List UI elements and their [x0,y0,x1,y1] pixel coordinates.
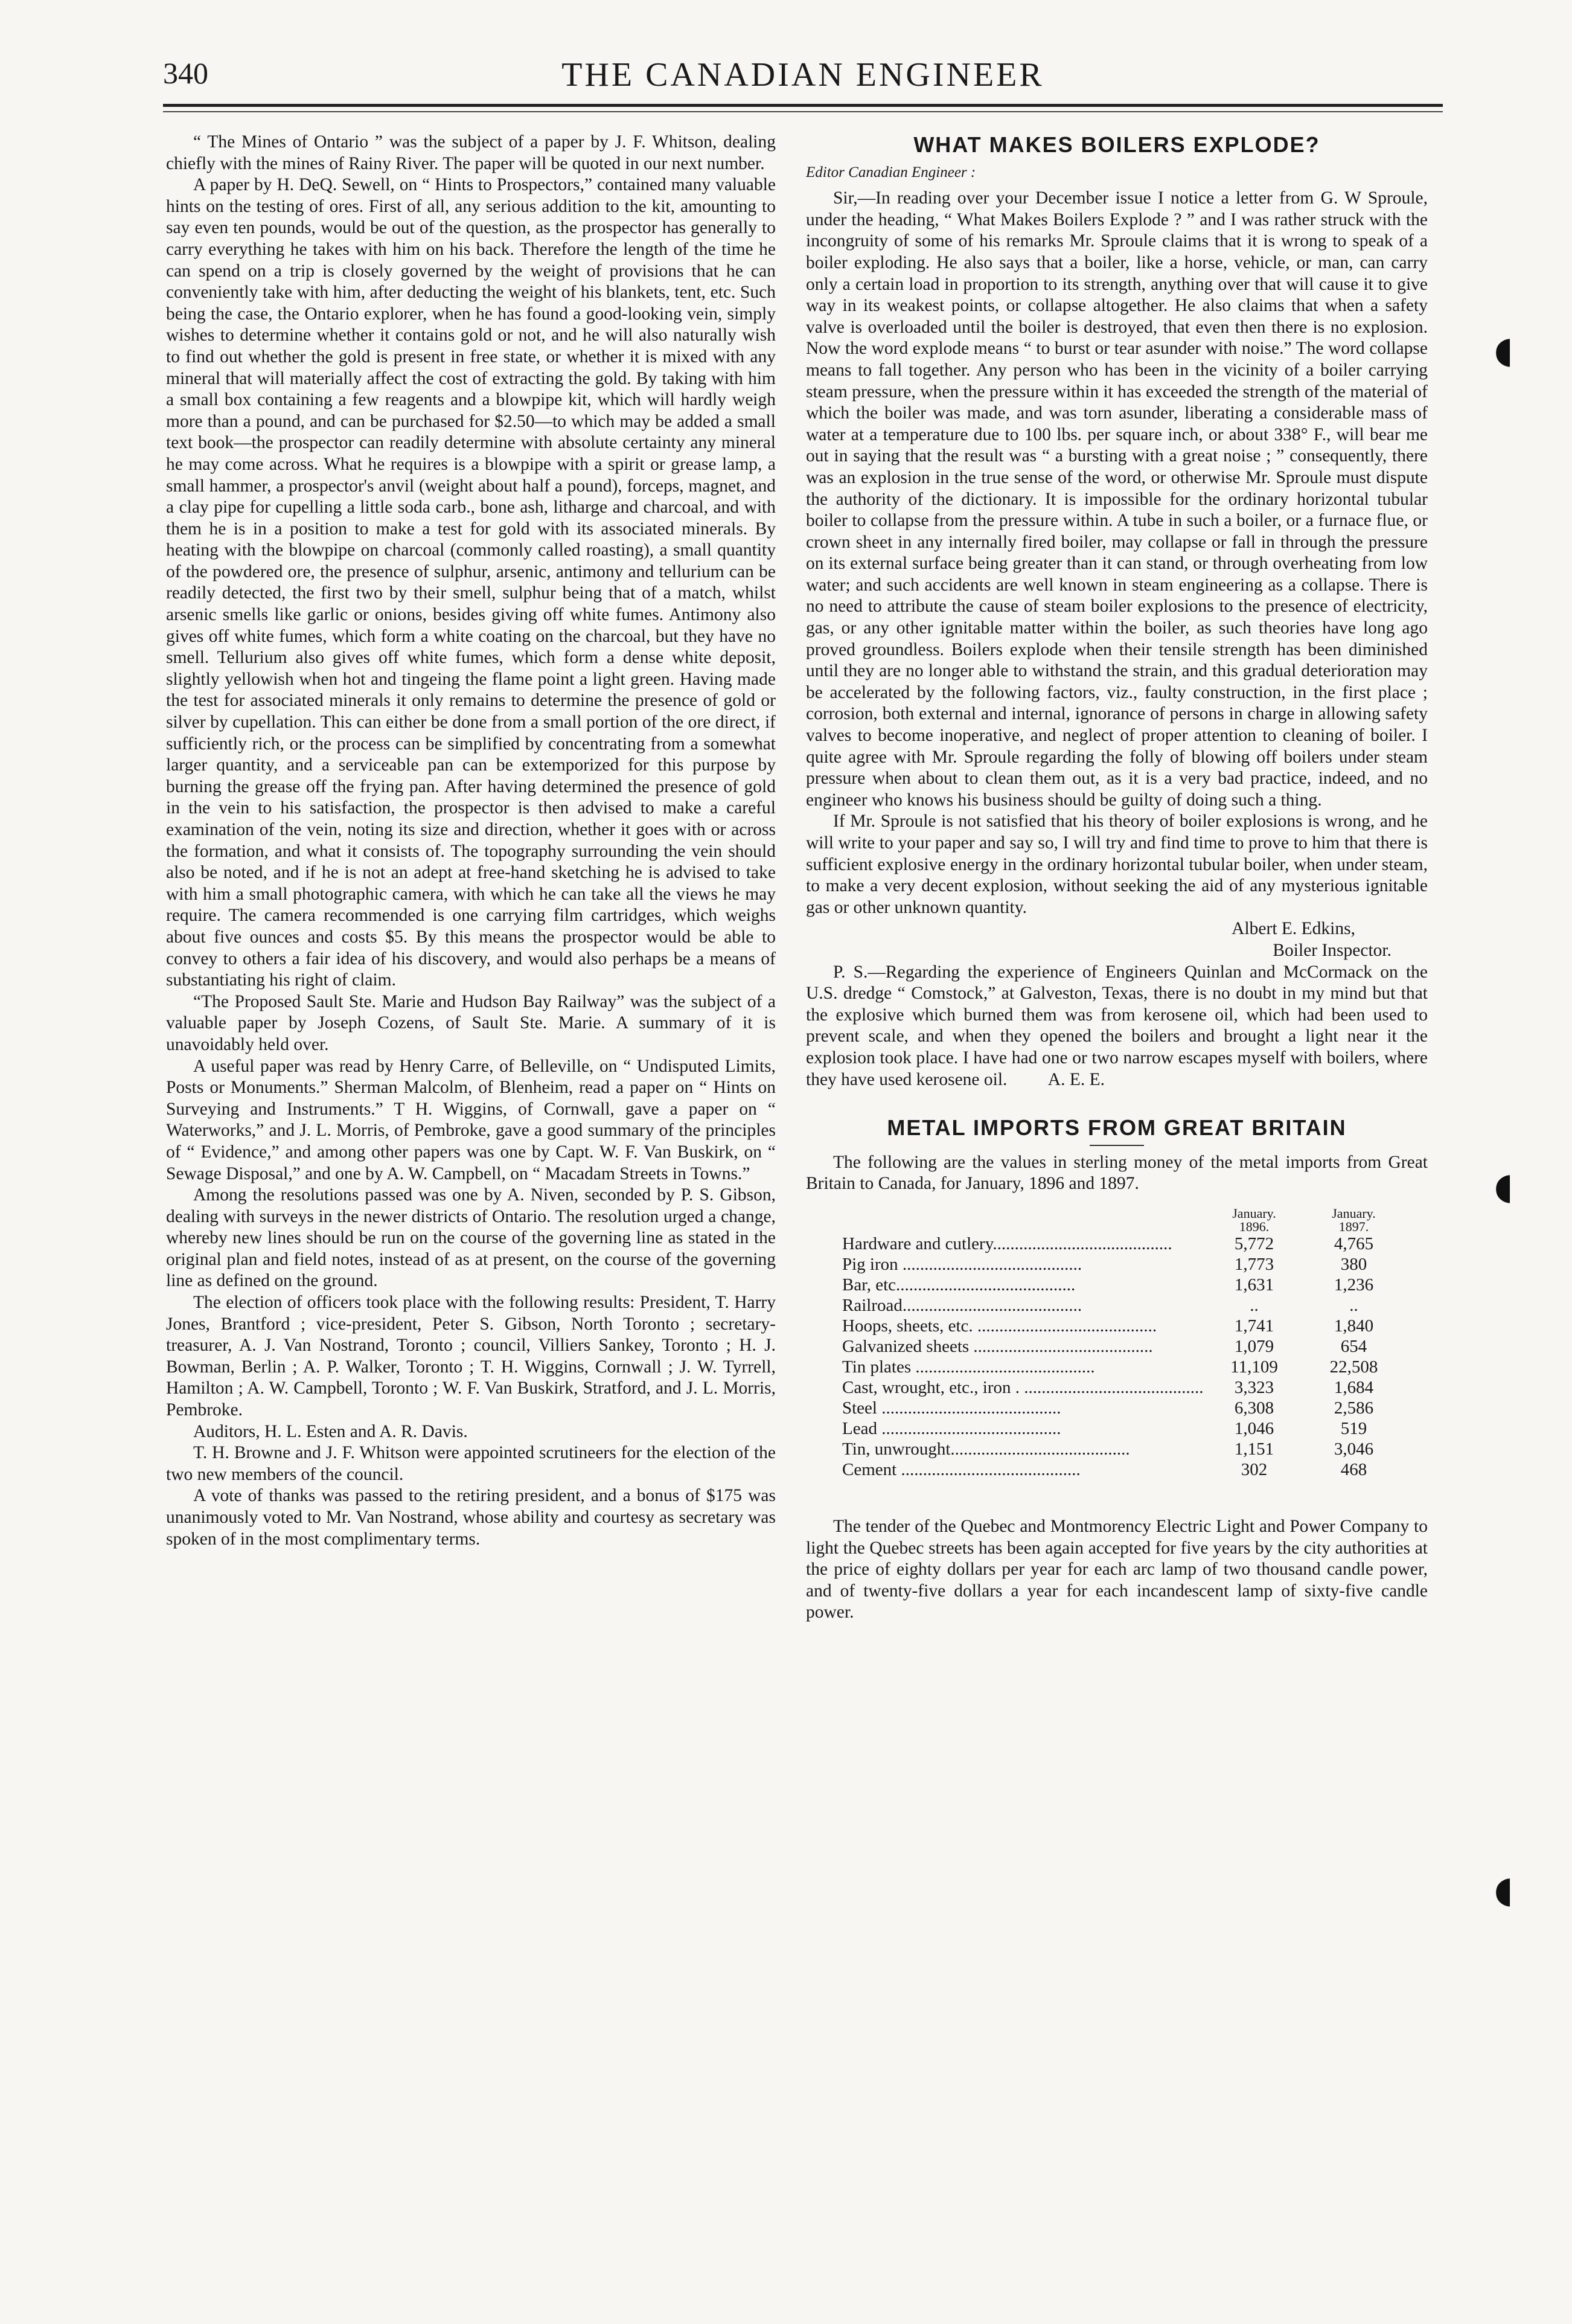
table-row: Tin, unwrought......................................... 1,151 3,046 [842,1439,1374,1459]
table-row: Bar, etc......................................... 1,631 1,236 [842,1275,1374,1295]
table-row: Cement ......................................... 302 468 [842,1459,1367,1479]
table-row: Tin plates ......................................... 11,109 22,508 [842,1357,1378,1377]
paragraph-vote-of-thanks: A vote of thanks was passed to the retiring president, and a bonus of $175 was unanimously voted to Mr. Van Nostrand, whose ability and courtesy as secretary was spoken of in the most complimentary terms. [166,1486,776,1549]
postscript-text: P. S.—Regarding the experience of Engineers Quinlan and McCormack on the U.S. dredge “ Comstock,” at Galveston, Texas, there is no doubt in my mind but that the explosive which burned them was from kerosene oil, which had been used to prevent scale, and when they opened the boilers and brought a light near it the explosion took place. I have had one or two narrow escapes myself with boilers, where they have used kerosene oil. [806,962,1428,1089]
left-column [166,132,776,1550]
table-row: Pig iron ......................................... 1,773 380 [842,1254,1367,1274]
paragraph-election: The election of officers took place with the following results: President, T. Harry Jones, Brantford ; vice-president, Peter S. Gibson, North Toronto ; secretary-treasurer, A. J. Van Nostrand, Toronto ; council, Villiers Sankey, Toronto ; H. J. Bowman, Berlin ; A. P. Walker, Toronto ; T. H. Wiggins, Cornwall ; J. W. Tyrrell, Hamilton ; A. W. Campbell, Toronto ; W. F. Van Buskirk, Stratford, and J. L. Morris, Pembroke. [166,1293,776,1420]
right-column [806,132,1428,1624]
page-number: 340 [163,56,208,90]
paragraph-hints-to-prospectors: A paper by H. DeQ. Sewell, on “ Hints to Prospectors,” contained many valuable hints on the testing of ores. First of all, any serious addition to the kit, amounting to say even ten pounds, would be out of the question, as the prospector has generally to carry everything he takes with him on his back. Therefore the length of the time he can spend on a trip is closely governed by the weight of provisions that he can conveniently take with him, after deducting the weight of his blankets, tent, etc. Such being the case, the Ontario explorer, when he has found a good-looking vein, simply wishes to determine whether it contains gold or not, and he will also naturally wish to find out whether the gold is present in free state, or whether it is mixed with any mineral that will materially affect the cost of extracting the gold. By taking with him a small box containing a few reagents and a blowpipe kit, which will hardly weigh more than a pound, and can be purchased for $2.50—to which may be added a small text book—the prospector can readily determine with absolute certainty any mineral he may come across. What he requires is a blowpipe with a spirit or grease lamp, a small hammer, a prospector's anvil (weight about half a pound), forceps, magnet, and a clay pipe for cupelling a little soda carb., bone ash, litharge and charcoal, and with them he is in a position to make a test for gold with its associated minerals. By heating with the blowpipe on charcoal (commonly called roasting), a small quantity of the powdered ore, the presence of sulphur, arsenic, antimony and tellurium can be readily detected, the first two by their smell, sulphur being that of a match, whilst arsenic smells like garlic or onions, besides giving off white fumes. Antimony also gives off white fumes, which form a white coating on the charcoal, but they have no smell. Tellurium also gives off white fumes, which form a dense white deposit, slightly yellowish when hot and tingeing the flame point a light green. Having made the test for associated minerals it only remains to determine the presence of gold or silver by cupellation. This can either be done from a small portion of the ore direct, if sufficiently rich, or the process can be simplified by concentrating from a somewhat larger quantity, and a serviceable pan can be extemporized for this purpose by burning the grease off the frying pan. After having determined the presence of gold in the vein to his satisfaction, the prospector is then advised to make a careful examination of the vein, noting its size and direction, whether it goes with or across the formation, and what it consists of. The topography surrounding the vein should also be noted, and if he is not an adept at free-hand sketching he is advised to take with him a small photographic camera, with which he can take all the views he may require. The camera recommended is one carrying film cartridges, which weighs about five ounces and costs $5. By this means the prospector would be able to convey to others a fair idea of his discovery, and would also perhaps be a means of substantiating his right of claim. [166,175,776,990]
boilers-heading: WHAT MAKES BOILERS EXPLODE? [913,132,1320,157]
paragraph-other-papers: A useful paper was read by Henry Carre, of Belleville, on “ Undisputed Limits, Posts or Monuments.” Sherman Malcolm, of Blenheim, read a paper on “ Hints on Surveying and Instruments.” T H. Wiggins, of Cornwall, gave a paper on “ Waterworks,” and J. L. Morris, of Pembroke, gave a good summary of the principles of “ Evidence,” and among other papers was one by Capt. W. F. Van Buskirk, on “ Sewage Disposal,” and one by A. W. Campbell, on “ Macadam Streets in Towns.” [166,1056,776,1183]
page-header [163,56,1443,110]
metal-imports-table [842,1207,1404,1480]
paragraph-railway-paper: “The Proposed Sault Ste. Marie and Hudson Bay Railway” was the subject of a valuable paper by Joseph Cozens, of Sault Ste. Marie. A summary of it is unavoidably held over. [166,991,776,1054]
header-rule [163,104,1443,107]
margin-binding-mark: ◖ [1494,1869,1513,1911]
paragraph-mines-of-ontario: “ The Mines of Ontario ” was the subject of a paper by J. F. Whitson, dealing chiefly with the mines of Rainy River. The paper will be quoted in our next number. [166,132,776,173]
signature-title: Boiler Inspector. [1273,940,1391,960]
postscript-initials: A. E. E. [1047,1069,1105,1089]
boilers-letter-closing: If Mr. Sproule is not satisfied that his theory of boiler explosions is wrong, and he will write to your paper and say so, I will try and find time to prove to him that there is sufficient explosive energy in the ordinary horizontal tubular boiler, when under steam, to make a very decent explosion, without seeking the aid of any mysterious ignitable gas or other unknown quantity. [806,811,1428,917]
paragraph-resolutions: Among the resolutions passed was one by A. Niven, seconded by P. S. Gibson, dealing with surveys in the newer districts of Ontario. The resolution urged a change, whereby new lines should be run on the course of the governing line as stated in the original plan and field notes, instead of as at present, on the course of the governing line as defined on the ground. [166,1185,776,1291]
editor-salutation: Editor Canadian Engineer : [806,164,976,181]
metal-imports-intro: The following are the values in sterling money of the metal imports from Great Britain to Canada, for January, 1896 and 1897. [806,1152,1428,1194]
table-row: Steel ......................................... 6,308 2,586 [842,1398,1374,1418]
signature-name: Albert E. Edkins, [1232,919,1355,939]
paragraph-scrutineers: T. H. Browne and J. F. Whitson were appointed scrutineers for the election of the two new members of the council. [166,1443,776,1484]
paragraph-auditors: Auditors, H. L. Esten and A. R. Davis. [193,1421,468,1441]
column-header-1896: January. 1896. [1232,1205,1276,1234]
margin-binding-mark: ◖ [1494,329,1513,371]
postscript [806,962,1428,1091]
header-rule-thin [163,111,1443,112]
table-row: Lead ......................................... 1,046 519 [842,1418,1367,1438]
table-row: Railroad......................................... .. .. [842,1295,1358,1315]
table-header [842,1207,1404,1234]
metal-imports-heading: METAL IMPORTS FROM GREAT BRITAIN [887,1115,1347,1141]
table-row: Hardware and cutlery......................................... 5,772 4,765 [842,1234,1374,1253]
quebec-lighting-note: The tender of the Quebec and Montmorency Electric Light and Power Company to light the Quebec streets has been again accepted for five years by the city authorities at the price of eighty dollars per year for each arc lamp of two thousand candle power, and of twenty-five dollars a year for each incandescent lamp of sixty-five candle power. [806,1516,1428,1622]
boilers-letter-body: Sir,—In reading over your December issue I notice a letter from G. W Sproule, under the heading, “ What Makes Boilers Explode ? ” and I was rather struck with the incongruity of some of his remarks Mr. Sproule claims that it is wrong to speak of a boiler exploding. He also says that a boiler, like a horse, vehicle, or man, can carry only a certain load in proportion to its strength, anything over that will cause it to give way in its weakest points, or collapse altogether. He also claims that when a safety valve is overloaded until the boiler is destroyed, that even then there is no explosion. Now the word explode means “ to burst or tear asunder with noise.” The word collapse means to fall together. Any person who has been in the vicinity of a boiler carrying steam pressure, when the pressure within it has exceeded the strength of the material of which the boiler was made, and was torn asunder, liberating a considerable mass of water at a temperature due to 100 lbs. per square inch, or about 338° F., will bear me out in saying that the result was “ a bursting with a great noise ; ” consequently, there was an explosion in the true sense of the word, or otherwise Mr. Sproule must dispute the authority of the dictionary. It is impossible for the ordinary horizontal tubular boiler to collapse from the pressure within. A tube in such a boiler, or a furnace flue, or crown sheet in any internally fired boiler, may collapse or fall in through the pressure on its external surface being greater than it can stand, or through overheating from low water; and such accidents are well known in steam engineering as a collapse. There is no need to attribute the cause of steam boiler explosions to the presence of electricity, gas, or any other ignitable matter within the boiler, as such theories have long ago proved groundless. Boilers explode when their tensile strength has been diminished until they are no longer able to withstand the strain, and this gradual deterioration may be accelerated by the following factors, viz., faulty construction, in the first place ; corrosion, both external and internal, ignorance of persons in charge in allowing safety valves to become inoperative, and neglect of proper attention to cleaning of boiler. I quite agree with Mr. Sproule regarding the folly of blowing off boilers under steam pressure when about to clean them out, as it is a very bad practice, indeed, and no engineer who knows his business should be guilty of doing such a thing. [806,188,1428,810]
table-row: Cast, wrought, etc., iron . ......................................... 3,323 1,684 [842,1377,1374,1397]
margin-binding-mark: ◖ [1494,1165,1513,1208]
section-rule [1090,1145,1144,1146]
column-header-1897: January. 1897. [1332,1205,1376,1234]
journal-title: THE CANADIAN ENGINEER [561,56,1044,94]
table-row: Galvanized sheets ......................................... 1,079 654 [842,1336,1367,1356]
table-row: Hoops, sheets, etc. ......................................... 1,741 1,840 [842,1316,1374,1336]
